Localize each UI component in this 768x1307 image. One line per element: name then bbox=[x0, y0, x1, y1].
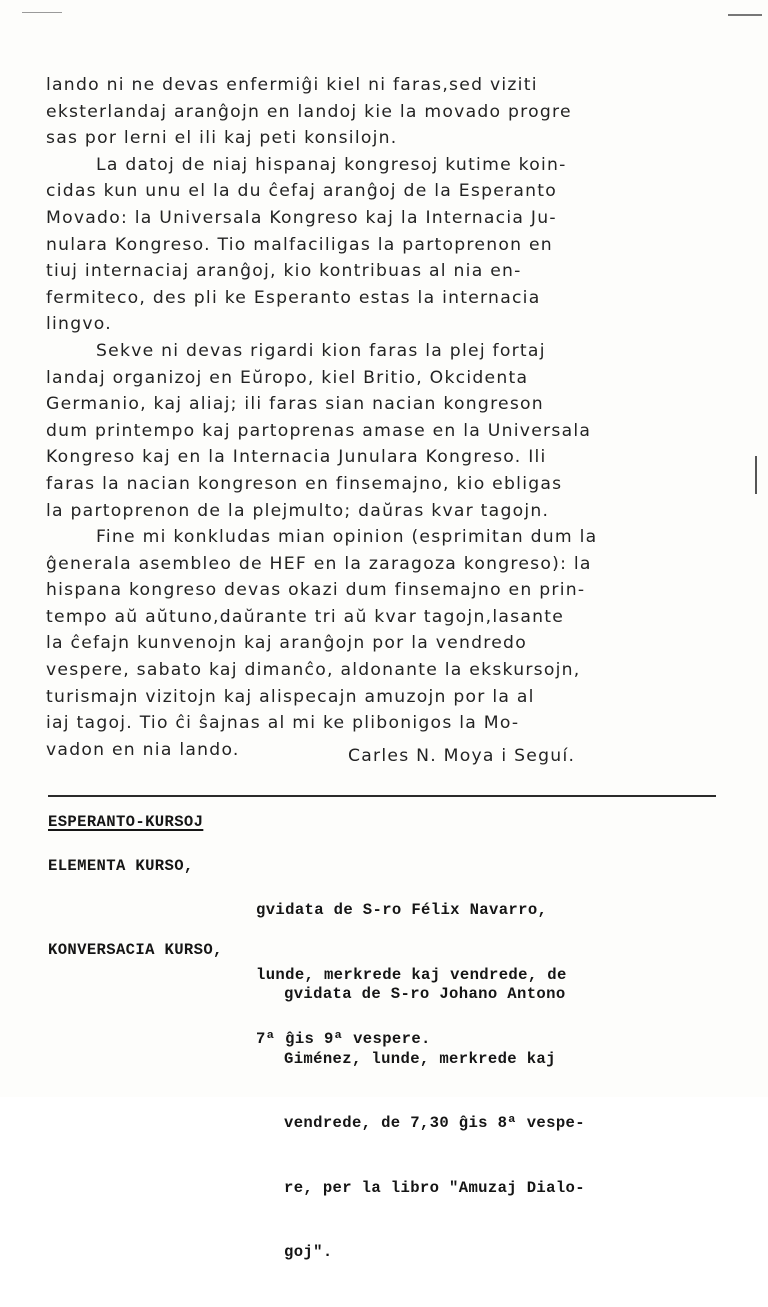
article-line: Fine mi konkludas mian opinion (esprimitan dum la bbox=[96, 527, 598, 548]
courses-section-title: ESPERANTO-KURSOJ bbox=[48, 813, 204, 831]
article-line: dum printempo kaj partoprenas amase en la Universala bbox=[46, 420, 592, 441]
article-line: cidas kun unu el la du ĉefaj aranĝoj de la Esperanto bbox=[46, 181, 558, 202]
article-line: Kongreso kaj en la Internacia Junulara Kongreso. Ili bbox=[46, 447, 547, 468]
course-description-line: goj". bbox=[284, 1243, 333, 1261]
margin-mark bbox=[755, 456, 760, 494]
article-line: hispana kongreso devas okazi dum finsemajno en prin- bbox=[46, 580, 586, 601]
course-description-line: gvidata de S-ro Johano Antono bbox=[284, 985, 566, 1003]
article-line: lando ni ne devas enfermiĝi kiel ni faras,sed viziti bbox=[46, 75, 538, 95]
article-line: landaj organizoj en Eŭropo, kiel Britio, Okcidenta bbox=[46, 367, 529, 388]
course-name: KONVERSACIA KURSO, bbox=[48, 941, 223, 959]
article-line: vespere, sabato kaj dimanĉo, aldonante la ekskursojn, bbox=[46, 660, 581, 681]
course-description-line: Giménez, lunde, merkrede kaj bbox=[284, 1049, 556, 1068]
article-line: iaj tagoj. Tio ĉi ŝajnas al mi ke plibonigos la Mo- bbox=[46, 713, 520, 734]
article-line: la partoprenon de la plejmulto; daŭras kvar tagojn. bbox=[46, 500, 550, 521]
scan-mark-top-right bbox=[728, 14, 762, 16]
article-line: Sekve ni devas rigardi kion faras la plej fortaj bbox=[96, 340, 546, 361]
course-description bbox=[284, 941, 744, 1307]
article-line: Germanio, kaj aliaj; ili faras sian nacian kongreson bbox=[46, 394, 544, 415]
course-description-line: 7ª ĝis 9ª vespere. bbox=[256, 1030, 431, 1048]
course-description-line: gvidata de S-ro Félix Navarro, bbox=[256, 901, 548, 919]
scan-mark-top-left bbox=[22, 12, 62, 13]
article-line: eksterlandaj aranĝojn en landoj kie la movado progre bbox=[46, 101, 572, 122]
article-line: faras la nacian kongreson en finsemajno, kio ebligas bbox=[46, 473, 563, 494]
article-line: Movado: la Universala Kongreso kaj la Internacia Ju- bbox=[46, 207, 557, 228]
article-line: turismajn vizitojn kaj alispecajn amuzojn por la al bbox=[46, 686, 535, 707]
article-line: vadon en nia lando. bbox=[46, 739, 240, 760]
article-line: sas por lerni el ili kaj peti konsilojn. bbox=[46, 128, 398, 149]
article-line: la ĉefajn kunvenojn kaj aranĝojn por la vendredo bbox=[46, 633, 527, 654]
signature: Carles N. Moya i Seguí. bbox=[348, 746, 576, 766]
section-divider bbox=[48, 795, 716, 797]
article-line: ĝenerala asembleo de HEF en la zaragoza kongreso): la bbox=[46, 553, 592, 574]
article-line: tempo aŭ aŭtuno,daŭrante tri aŭ kvar tagojn,lasante bbox=[46, 606, 565, 627]
article-line: La datoj de niaj hispanaj kongresoj kutime koin- bbox=[96, 154, 567, 175]
course-description-line: lunde, merkrede kaj vendrede, de bbox=[256, 965, 567, 984]
article-line: tiuj internaciaj aranĝoj, kio kontribuas al nia en- bbox=[46, 261, 522, 282]
course-description-line: vendrede, de 7,30 ĝis 8ª vespe- bbox=[284, 1114, 585, 1132]
course-name: ELEMENTA KURSO, bbox=[48, 857, 194, 875]
article-line: nulara Kongreso. Tio malfaciligas la partoprenon en bbox=[46, 234, 553, 255]
course-description-line: re, per la libro "Amuzaj Dialo- bbox=[284, 1178, 585, 1197]
article-line: lingvo. bbox=[46, 314, 112, 335]
article-body bbox=[46, 72, 736, 763]
article-line: fermiteco, des pli ke Esperanto estas la internacia bbox=[46, 287, 541, 308]
